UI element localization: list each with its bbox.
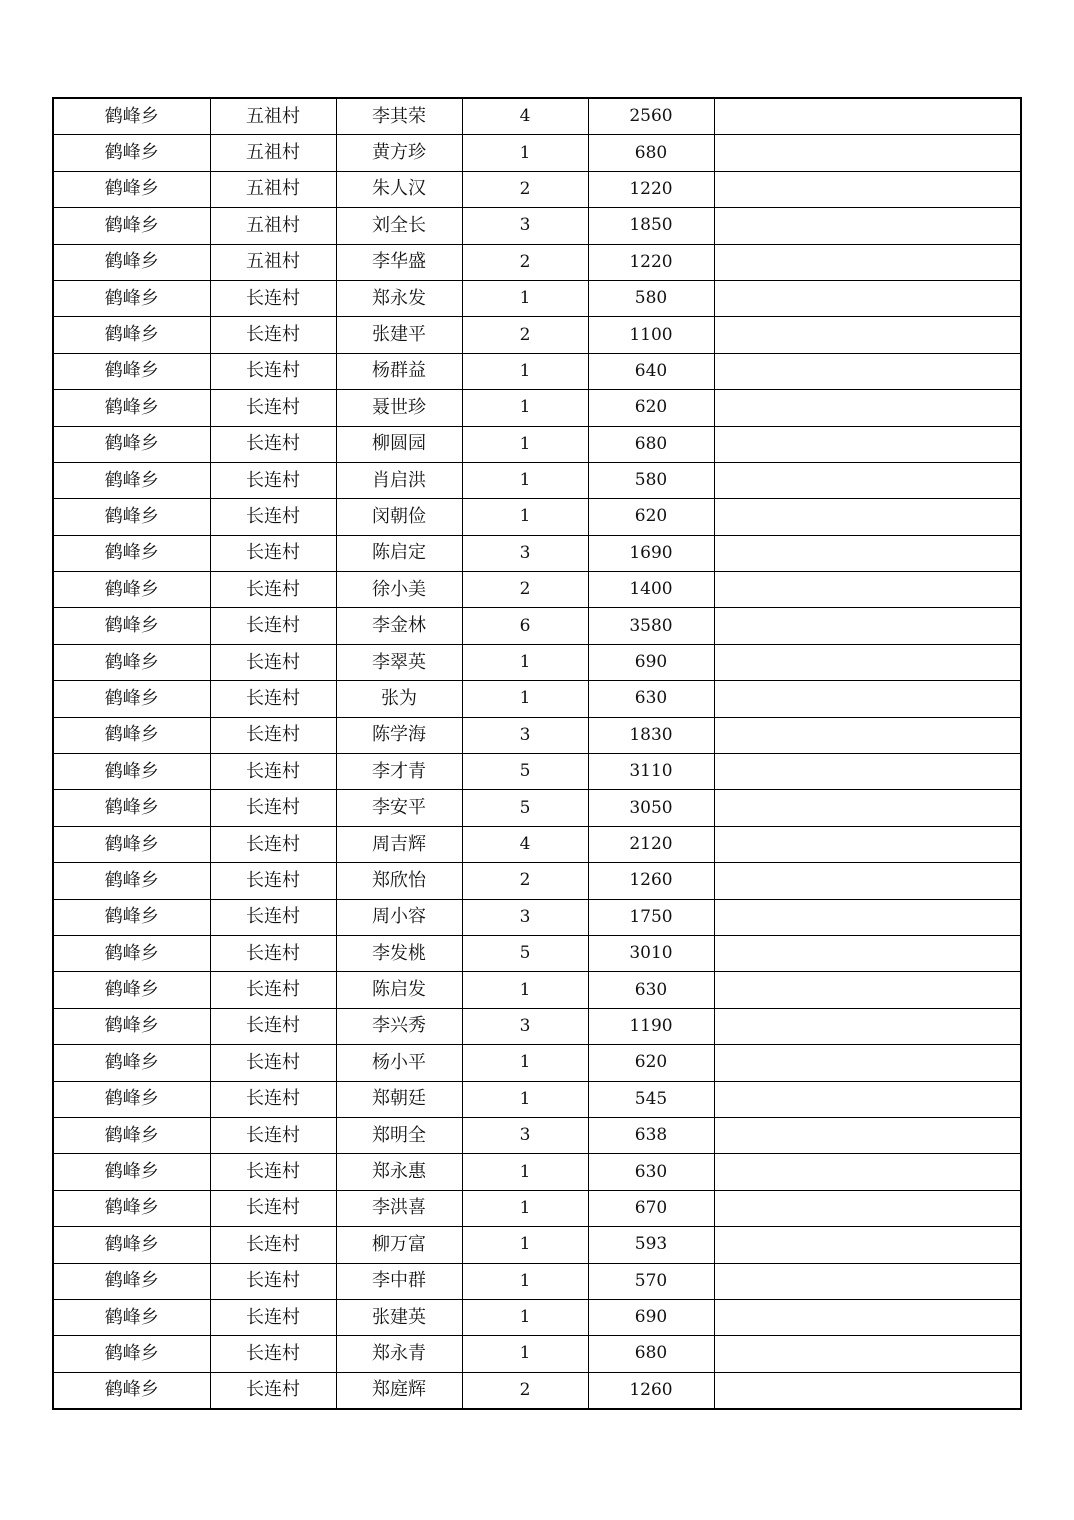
table-row bbox=[53, 717, 1021, 753]
household-count-cell: 1 bbox=[462, 1045, 588, 1081]
note-cell bbox=[714, 1336, 1021, 1372]
household-count-cell: 3 bbox=[462, 899, 588, 935]
name-cell: 黄方珍 bbox=[336, 135, 462, 171]
township-cell: 鹤峰乡 bbox=[53, 280, 210, 316]
township-cell: 鹤峰乡 bbox=[53, 98, 210, 135]
name-cell: 陈启定 bbox=[336, 535, 462, 571]
village-cell: 长连村 bbox=[210, 1299, 336, 1335]
note-cell bbox=[714, 754, 1021, 790]
table-row bbox=[53, 244, 1021, 280]
village-cell: 长连村 bbox=[210, 644, 336, 680]
table-row bbox=[53, 863, 1021, 899]
amount-cell: 1690 bbox=[588, 535, 714, 571]
table-row bbox=[53, 1081, 1021, 1117]
amount-cell: 680 bbox=[588, 135, 714, 171]
name-cell: 李兴秀 bbox=[336, 1008, 462, 1044]
name-cell: 李华盛 bbox=[336, 244, 462, 280]
village-cell: 长连村 bbox=[210, 1263, 336, 1299]
household-count-cell: 3 bbox=[462, 717, 588, 753]
note-cell bbox=[714, 1008, 1021, 1044]
village-cell: 长连村 bbox=[210, 1008, 336, 1044]
note-cell bbox=[714, 1190, 1021, 1226]
township-cell: 鹤峰乡 bbox=[53, 1117, 210, 1153]
note-cell bbox=[714, 171, 1021, 207]
note-cell bbox=[714, 208, 1021, 244]
name-cell: 张建英 bbox=[336, 1299, 462, 1335]
household-count-cell: 3 bbox=[462, 1117, 588, 1153]
amount-cell: 3010 bbox=[588, 935, 714, 971]
note-cell bbox=[714, 644, 1021, 680]
household-count-cell: 1 bbox=[462, 1263, 588, 1299]
township-cell: 鹤峰乡 bbox=[53, 1372, 210, 1409]
note-cell bbox=[714, 1263, 1021, 1299]
household-count-cell: 3 bbox=[462, 208, 588, 244]
household-count-cell: 1 bbox=[462, 1081, 588, 1117]
township-cell: 鹤峰乡 bbox=[53, 1154, 210, 1190]
village-cell: 长连村 bbox=[210, 1081, 336, 1117]
note-cell bbox=[714, 863, 1021, 899]
name-cell: 李安平 bbox=[336, 790, 462, 826]
amount-cell: 1830 bbox=[588, 717, 714, 753]
name-cell: 李其荣 bbox=[336, 98, 462, 135]
amount-cell: 630 bbox=[588, 972, 714, 1008]
township-cell: 鹤峰乡 bbox=[53, 244, 210, 280]
name-cell: 李才青 bbox=[336, 754, 462, 790]
name-cell: 张建平 bbox=[336, 317, 462, 353]
amount-cell: 3050 bbox=[588, 790, 714, 826]
village-cell: 五祖村 bbox=[210, 135, 336, 171]
village-cell: 长连村 bbox=[210, 935, 336, 971]
note-cell bbox=[714, 572, 1021, 608]
village-cell: 长连村 bbox=[210, 1227, 336, 1263]
amount-cell: 2120 bbox=[588, 826, 714, 862]
household-count-cell: 2 bbox=[462, 171, 588, 207]
amount-cell: 640 bbox=[588, 353, 714, 389]
amount-cell: 2560 bbox=[588, 98, 714, 135]
name-cell: 徐小美 bbox=[336, 572, 462, 608]
note-cell bbox=[714, 899, 1021, 935]
table-row bbox=[53, 1045, 1021, 1081]
township-cell: 鹤峰乡 bbox=[53, 1299, 210, 1335]
table-body bbox=[53, 98, 1021, 1409]
amount-cell: 690 bbox=[588, 1299, 714, 1335]
household-count-cell: 5 bbox=[462, 790, 588, 826]
township-cell: 鹤峰乡 bbox=[53, 135, 210, 171]
village-cell: 五祖村 bbox=[210, 98, 336, 135]
amount-cell: 3580 bbox=[588, 608, 714, 644]
note-cell bbox=[714, 681, 1021, 717]
amount-cell: 1190 bbox=[588, 1008, 714, 1044]
note-cell bbox=[714, 462, 1021, 498]
household-count-cell: 3 bbox=[462, 535, 588, 571]
table-row bbox=[53, 208, 1021, 244]
amount-cell: 690 bbox=[588, 644, 714, 680]
name-cell: 柳圆园 bbox=[336, 426, 462, 462]
amount-cell: 1260 bbox=[588, 1372, 714, 1409]
amount-cell: 1100 bbox=[588, 317, 714, 353]
name-cell: 杨群益 bbox=[336, 353, 462, 389]
table-row bbox=[53, 826, 1021, 862]
note-cell bbox=[714, 135, 1021, 171]
table-row bbox=[53, 280, 1021, 316]
name-cell: 李翠英 bbox=[336, 644, 462, 680]
village-cell: 长连村 bbox=[210, 1336, 336, 1372]
amount-cell: 1750 bbox=[588, 899, 714, 935]
amount-cell: 1400 bbox=[588, 572, 714, 608]
table-row bbox=[53, 754, 1021, 790]
household-count-cell: 3 bbox=[462, 1008, 588, 1044]
name-cell: 刘全长 bbox=[336, 208, 462, 244]
township-cell: 鹤峰乡 bbox=[53, 826, 210, 862]
amount-cell: 1850 bbox=[588, 208, 714, 244]
table-row bbox=[53, 171, 1021, 207]
household-count-cell: 4 bbox=[462, 98, 588, 135]
note-cell bbox=[714, 1299, 1021, 1335]
township-cell: 鹤峰乡 bbox=[53, 535, 210, 571]
household-count-cell: 1 bbox=[462, 353, 588, 389]
amount-cell: 680 bbox=[588, 426, 714, 462]
note-cell bbox=[714, 353, 1021, 389]
amount-cell: 580 bbox=[588, 462, 714, 498]
township-cell: 鹤峰乡 bbox=[53, 754, 210, 790]
household-count-cell: 5 bbox=[462, 935, 588, 971]
household-count-cell: 1 bbox=[462, 135, 588, 171]
household-count-cell: 2 bbox=[462, 244, 588, 280]
name-cell: 陈学海 bbox=[336, 717, 462, 753]
assistance-table bbox=[52, 97, 1022, 1410]
name-cell: 郑永发 bbox=[336, 280, 462, 316]
village-cell: 长连村 bbox=[210, 572, 336, 608]
amount-cell: 620 bbox=[588, 499, 714, 535]
township-cell: 鹤峰乡 bbox=[53, 1008, 210, 1044]
village-cell: 长连村 bbox=[210, 1045, 336, 1081]
name-cell: 郑朝廷 bbox=[336, 1081, 462, 1117]
township-cell: 鹤峰乡 bbox=[53, 171, 210, 207]
note-cell bbox=[714, 935, 1021, 971]
table-row bbox=[53, 972, 1021, 1008]
township-cell: 鹤峰乡 bbox=[53, 462, 210, 498]
name-cell: 杨小平 bbox=[336, 1045, 462, 1081]
household-count-cell: 1 bbox=[462, 426, 588, 462]
table-row bbox=[53, 317, 1021, 353]
village-cell: 长连村 bbox=[210, 1117, 336, 1153]
amount-cell: 1220 bbox=[588, 244, 714, 280]
table-row bbox=[53, 1263, 1021, 1299]
table-row bbox=[53, 1190, 1021, 1226]
name-cell: 闵朝俭 bbox=[336, 499, 462, 535]
household-count-cell: 1 bbox=[462, 1154, 588, 1190]
table-row bbox=[53, 681, 1021, 717]
township-cell: 鹤峰乡 bbox=[53, 899, 210, 935]
note-cell bbox=[714, 717, 1021, 753]
village-cell: 长连村 bbox=[210, 972, 336, 1008]
note-cell bbox=[714, 1045, 1021, 1081]
amount-cell: 630 bbox=[588, 1154, 714, 1190]
village-cell: 长连村 bbox=[210, 826, 336, 862]
name-cell: 朱人汉 bbox=[336, 171, 462, 207]
township-cell: 鹤峰乡 bbox=[53, 717, 210, 753]
note-cell bbox=[714, 826, 1021, 862]
name-cell: 郑欣怡 bbox=[336, 863, 462, 899]
table-row bbox=[53, 535, 1021, 571]
household-count-cell: 1 bbox=[462, 462, 588, 498]
township-cell: 鹤峰乡 bbox=[53, 608, 210, 644]
household-count-cell: 2 bbox=[462, 1372, 588, 1409]
amount-cell: 680 bbox=[588, 1336, 714, 1372]
name-cell: 李中群 bbox=[336, 1263, 462, 1299]
amount-cell: 593 bbox=[588, 1227, 714, 1263]
amount-cell: 3110 bbox=[588, 754, 714, 790]
name-cell: 郑永青 bbox=[336, 1336, 462, 1372]
township-cell: 鹤峰乡 bbox=[53, 317, 210, 353]
household-count-cell: 6 bbox=[462, 608, 588, 644]
table-row bbox=[53, 390, 1021, 426]
name-cell: 陈启发 bbox=[336, 972, 462, 1008]
table-row bbox=[53, 1372, 1021, 1409]
table-row bbox=[53, 1154, 1021, 1190]
amount-cell: 620 bbox=[588, 390, 714, 426]
household-count-cell: 1 bbox=[462, 499, 588, 535]
note-cell bbox=[714, 608, 1021, 644]
township-cell: 鹤峰乡 bbox=[53, 863, 210, 899]
note-cell bbox=[714, 280, 1021, 316]
township-cell: 鹤峰乡 bbox=[53, 681, 210, 717]
township-cell: 鹤峰乡 bbox=[53, 1081, 210, 1117]
table-row bbox=[53, 572, 1021, 608]
township-cell: 鹤峰乡 bbox=[53, 353, 210, 389]
table-row bbox=[53, 353, 1021, 389]
table-row bbox=[53, 608, 1021, 644]
village-cell: 长连村 bbox=[210, 754, 336, 790]
name-cell: 周吉辉 bbox=[336, 826, 462, 862]
household-count-cell: 5 bbox=[462, 754, 588, 790]
table-row bbox=[53, 899, 1021, 935]
note-cell bbox=[714, 972, 1021, 1008]
village-cell: 长连村 bbox=[210, 317, 336, 353]
note-cell bbox=[714, 790, 1021, 826]
village-cell: 长连村 bbox=[210, 499, 336, 535]
village-cell: 长连村 bbox=[210, 899, 336, 935]
note-cell bbox=[714, 317, 1021, 353]
township-cell: 鹤峰乡 bbox=[53, 644, 210, 680]
note-cell bbox=[714, 1081, 1021, 1117]
name-cell: 李发桃 bbox=[336, 935, 462, 971]
household-count-cell: 2 bbox=[462, 863, 588, 899]
township-cell: 鹤峰乡 bbox=[53, 1263, 210, 1299]
amount-cell: 1220 bbox=[588, 171, 714, 207]
table-row bbox=[53, 1336, 1021, 1372]
name-cell: 李金林 bbox=[336, 608, 462, 644]
amount-cell: 1260 bbox=[588, 863, 714, 899]
amount-cell: 670 bbox=[588, 1190, 714, 1226]
note-cell bbox=[714, 1154, 1021, 1190]
table-row bbox=[53, 1227, 1021, 1263]
village-cell: 长连村 bbox=[210, 1190, 336, 1226]
table-row bbox=[53, 135, 1021, 171]
table-row bbox=[53, 790, 1021, 826]
village-cell: 五祖村 bbox=[210, 208, 336, 244]
household-count-cell: 1 bbox=[462, 280, 588, 316]
township-cell: 鹤峰乡 bbox=[53, 390, 210, 426]
name-cell: 郑永惠 bbox=[336, 1154, 462, 1190]
amount-cell: 580 bbox=[588, 280, 714, 316]
note-cell bbox=[714, 1227, 1021, 1263]
village-cell: 长连村 bbox=[210, 426, 336, 462]
village-cell: 长连村 bbox=[210, 535, 336, 571]
name-cell: 聂世珍 bbox=[336, 390, 462, 426]
township-cell: 鹤峰乡 bbox=[53, 1045, 210, 1081]
township-cell: 鹤峰乡 bbox=[53, 572, 210, 608]
township-cell: 鹤峰乡 bbox=[53, 1336, 210, 1372]
table-row bbox=[53, 644, 1021, 680]
table-row bbox=[53, 935, 1021, 971]
household-count-cell: 1 bbox=[462, 644, 588, 680]
township-cell: 鹤峰乡 bbox=[53, 1190, 210, 1226]
household-count-cell: 1 bbox=[462, 681, 588, 717]
household-count-cell: 2 bbox=[462, 572, 588, 608]
amount-cell: 630 bbox=[588, 681, 714, 717]
village-cell: 长连村 bbox=[210, 863, 336, 899]
name-cell: 李洪喜 bbox=[336, 1190, 462, 1226]
name-cell: 周小容 bbox=[336, 899, 462, 935]
table-row bbox=[53, 462, 1021, 498]
table-row bbox=[53, 1117, 1021, 1153]
township-cell: 鹤峰乡 bbox=[53, 972, 210, 1008]
household-count-cell: 2 bbox=[462, 317, 588, 353]
note-cell bbox=[714, 1372, 1021, 1409]
household-count-cell: 1 bbox=[462, 1227, 588, 1263]
township-cell: 鹤峰乡 bbox=[53, 1227, 210, 1263]
note-cell bbox=[714, 1117, 1021, 1153]
table-row bbox=[53, 1299, 1021, 1335]
township-cell: 鹤峰乡 bbox=[53, 426, 210, 462]
table-row bbox=[53, 1008, 1021, 1044]
amount-cell: 620 bbox=[588, 1045, 714, 1081]
name-cell: 柳万富 bbox=[336, 1227, 462, 1263]
township-cell: 鹤峰乡 bbox=[53, 208, 210, 244]
village-cell: 五祖村 bbox=[210, 171, 336, 207]
note-cell bbox=[714, 499, 1021, 535]
name-cell: 张为 bbox=[336, 681, 462, 717]
note-cell bbox=[714, 535, 1021, 571]
household-count-cell: 1 bbox=[462, 972, 588, 1008]
table-row bbox=[53, 98, 1021, 135]
table-row bbox=[53, 499, 1021, 535]
household-count-cell: 1 bbox=[462, 1299, 588, 1335]
township-cell: 鹤峰乡 bbox=[53, 935, 210, 971]
note-cell bbox=[714, 390, 1021, 426]
village-cell: 长连村 bbox=[210, 353, 336, 389]
note-cell bbox=[714, 244, 1021, 280]
household-count-cell: 1 bbox=[462, 390, 588, 426]
village-cell: 长连村 bbox=[210, 790, 336, 826]
village-cell: 长连村 bbox=[210, 280, 336, 316]
note-cell bbox=[714, 98, 1021, 135]
household-count-cell: 1 bbox=[462, 1336, 588, 1372]
name-cell: 郑明全 bbox=[336, 1117, 462, 1153]
village-cell: 长连村 bbox=[210, 462, 336, 498]
village-cell: 长连村 bbox=[210, 1372, 336, 1409]
amount-cell: 638 bbox=[588, 1117, 714, 1153]
name-cell: 肖启洪 bbox=[336, 462, 462, 498]
village-cell: 长连村 bbox=[210, 717, 336, 753]
amount-cell: 545 bbox=[588, 1081, 714, 1117]
name-cell: 郑庭辉 bbox=[336, 1372, 462, 1409]
village-cell: 长连村 bbox=[210, 681, 336, 717]
village-cell: 长连村 bbox=[210, 1154, 336, 1190]
village-cell: 五祖村 bbox=[210, 244, 336, 280]
amount-cell: 570 bbox=[588, 1263, 714, 1299]
township-cell: 鹤峰乡 bbox=[53, 499, 210, 535]
table-row bbox=[53, 426, 1021, 462]
note-cell bbox=[714, 426, 1021, 462]
household-count-cell: 1 bbox=[462, 1190, 588, 1226]
township-cell: 鹤峰乡 bbox=[53, 790, 210, 826]
household-count-cell: 4 bbox=[462, 826, 588, 862]
village-cell: 长连村 bbox=[210, 608, 336, 644]
village-cell: 长连村 bbox=[210, 390, 336, 426]
